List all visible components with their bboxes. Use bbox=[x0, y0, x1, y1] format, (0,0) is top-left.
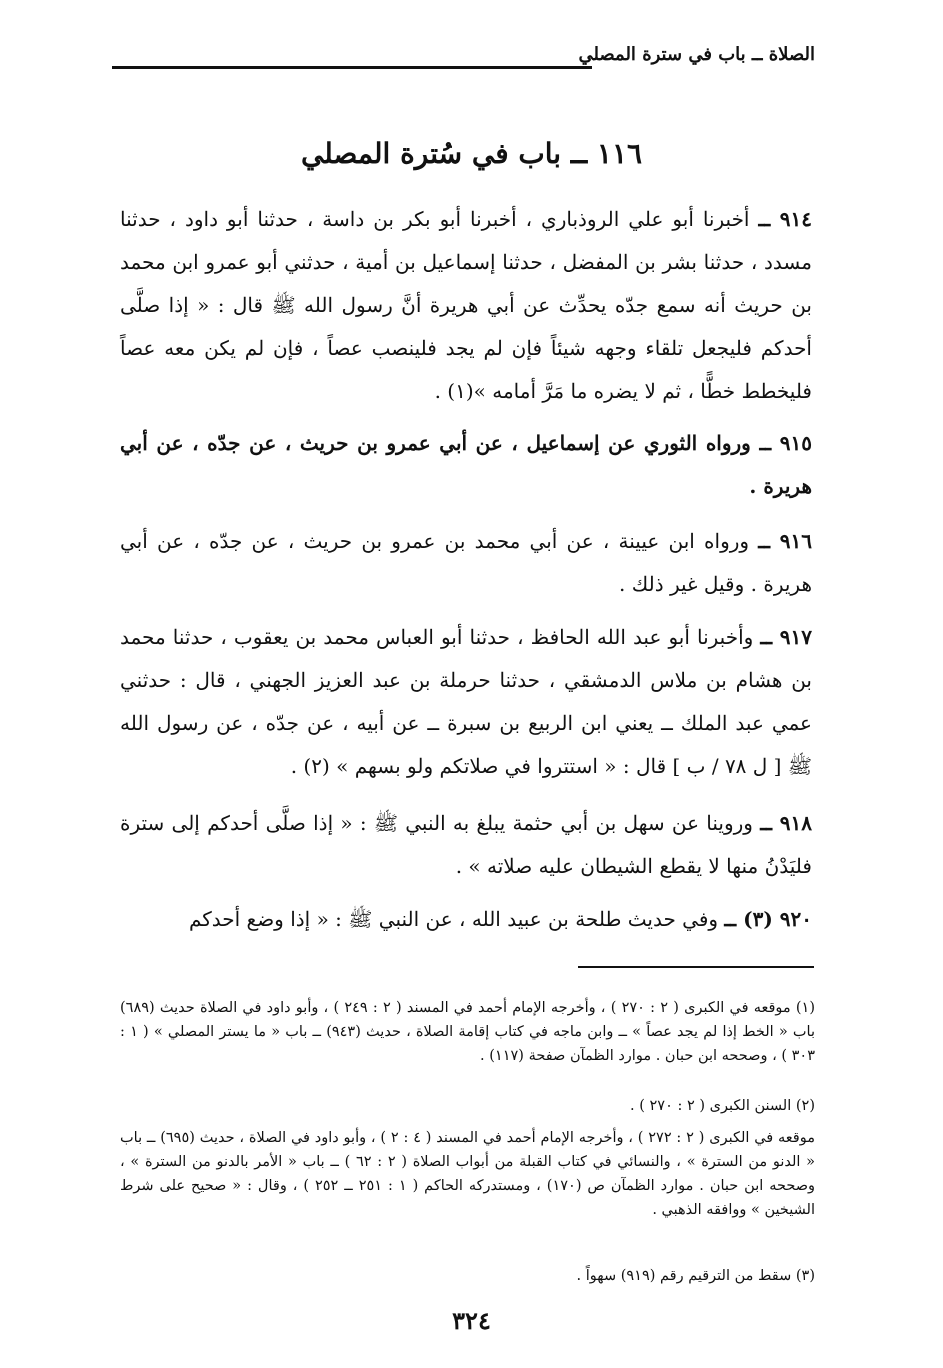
hadith-number: ٩١٨ ــ bbox=[760, 811, 813, 835]
hadith-916 bbox=[120, 520, 812, 606]
footnote-1: (١) موقعه في الكبرى ( ٢ : ٢٧٠ ) ، وأخرجه الإمام أحمد في المسند ( ٢ : ٢٤٩ ) ، وأبو داود في الصلاة حديث (٦٨٩) باب « الخط إذا لم يجد عصاً » ــ وابن ماجه في كتاب إقامة الصلاة ، حديث (٩٤٣) ــ باب « ما يستر المصلي » ( ١ : ٣٠٣ ) ، وصححه ابن حبان . موارد الظمآن صفحة (١١٧) . bbox=[120, 1000, 816, 1064]
footnote-2: (٢) السنن الكبرى ( ٢ : ٢٧٠ ) . bbox=[630, 1098, 815, 1114]
hadith-text: وروينا عن سهل بن أبي حثمة يبلغ به النبي ﷺ : « إذا صلَّى أحدكم إلى سترة فليَدْنُ منها لا يقطع الشيطان عليه صلاته » . bbox=[120, 811, 812, 878]
footnote-3: (٣) سقط من الترقيم رقم (٩١٩) سهواً . bbox=[576, 1268, 815, 1284]
hadith-915 bbox=[120, 422, 812, 508]
hadith-text: وأخبرنا أبو عبد الله الحافظ ، حدثنا أبو العباس محمد بن يعقوب ، حدثنا محمد بن هشام بن ملاس الدمشقي ، حدثنا حرملة بن عبد العزيز الجهني ، قال : حدثني عمي عبد الملك ــ يعني ابن الربيع بن سبرة ــ عن أبيه ، عن جدّه ، عن رسول الله ﷺ [ ل ٧٨ / ب ] قال : « استتروا في صلاتكم ولو بسهم » (٢) . bbox=[120, 625, 812, 778]
running-head: الصلاة ــ باب في سترة المصلي bbox=[578, 44, 815, 65]
header-rule bbox=[112, 66, 592, 69]
hadith-number: ٩١٤ ــ bbox=[758, 207, 812, 231]
hadith-number: ٩١٥ ــ bbox=[759, 431, 812, 455]
hadith-number: ٩٢٠ (٣) ــ bbox=[724, 907, 812, 931]
page-number: ٣٢٤ bbox=[452, 1306, 491, 1335]
hadith-number: ٩١٧ ــ bbox=[760, 625, 812, 649]
hadith-text: أخبرنا أبو علي الروذباري ، أخبرنا أبو بكر بن داسة ، حدثنا أبو داود ، حدثنا مسدد ، حدثنا بشر بن المفضل ، حدثنا إسماعيل بن أمية ، حدثني أبو عمرو ابن محمد بن حريث أنه سمع جدّه يحدِّث عن أبي هريرة أنَّ رسول الله ﷺ قال : « إذا صلَّى أحدكم فليجعل تلقاء وجهه شيئاً فإن لم يجد فلينصب عصاً ، فإن لم يكن معه عصاً فليخطط خطًّا ، ثم لا يضره ما مَرَّ أمامه »(١) . bbox=[120, 207, 812, 403]
chapter-title: ١١٦ ــ باب في سُترة المصلي bbox=[300, 137, 643, 170]
footnote-2-continued: موقعه في الكبرى ( ٢ : ٢٧٢ ) ، وأخرجه الإمام أحمد في المسند ( ٤ : ٢ ) ، وأبو داود في الصلاة ، حديث (٦٩٥) ــ باب « الدنو من السترة » ، والنسائي في كتاب القبلة من أبواب الصلاة ( ٢ : ٦٢ ) ــ باب « الأمر بالدنو من السترة » ، وصححه ابن حبان . موارد الظمآن ص (١٧٠) ، ومستدركه الحاكم ( ١ : ٢٥١ ــ ٢٥٢ ) ، وقال : « صحيح على شرط الشيخين » ووافقه الذهبي . bbox=[120, 1130, 816, 1218]
hadith-text: وفي حديث طلحة بن عبيد الله ، عن النبي ﷺ : « إذا وضع أحدكم bbox=[188, 907, 719, 931]
footnote-rule bbox=[578, 966, 814, 968]
hadith-914 bbox=[120, 198, 812, 413]
hadith-920 bbox=[120, 898, 812, 941]
hadith-text: ورواه الثوري عن إسماعيل ، عن أبي عمرو بن حريث ، عن جدّه ، عن أبي هريرة . bbox=[120, 431, 812, 498]
hadith-number: ٩١٦ ــ bbox=[758, 529, 813, 553]
hadith-text: ورواه ابن عيينة ، عن أبي محمد بن عمرو بن حريث ، عن جدّه ، عن أبي هريرة . وقيل غير ذلك . bbox=[120, 529, 812, 596]
hadith-918 bbox=[120, 802, 812, 888]
hadith-917 bbox=[120, 616, 812, 788]
